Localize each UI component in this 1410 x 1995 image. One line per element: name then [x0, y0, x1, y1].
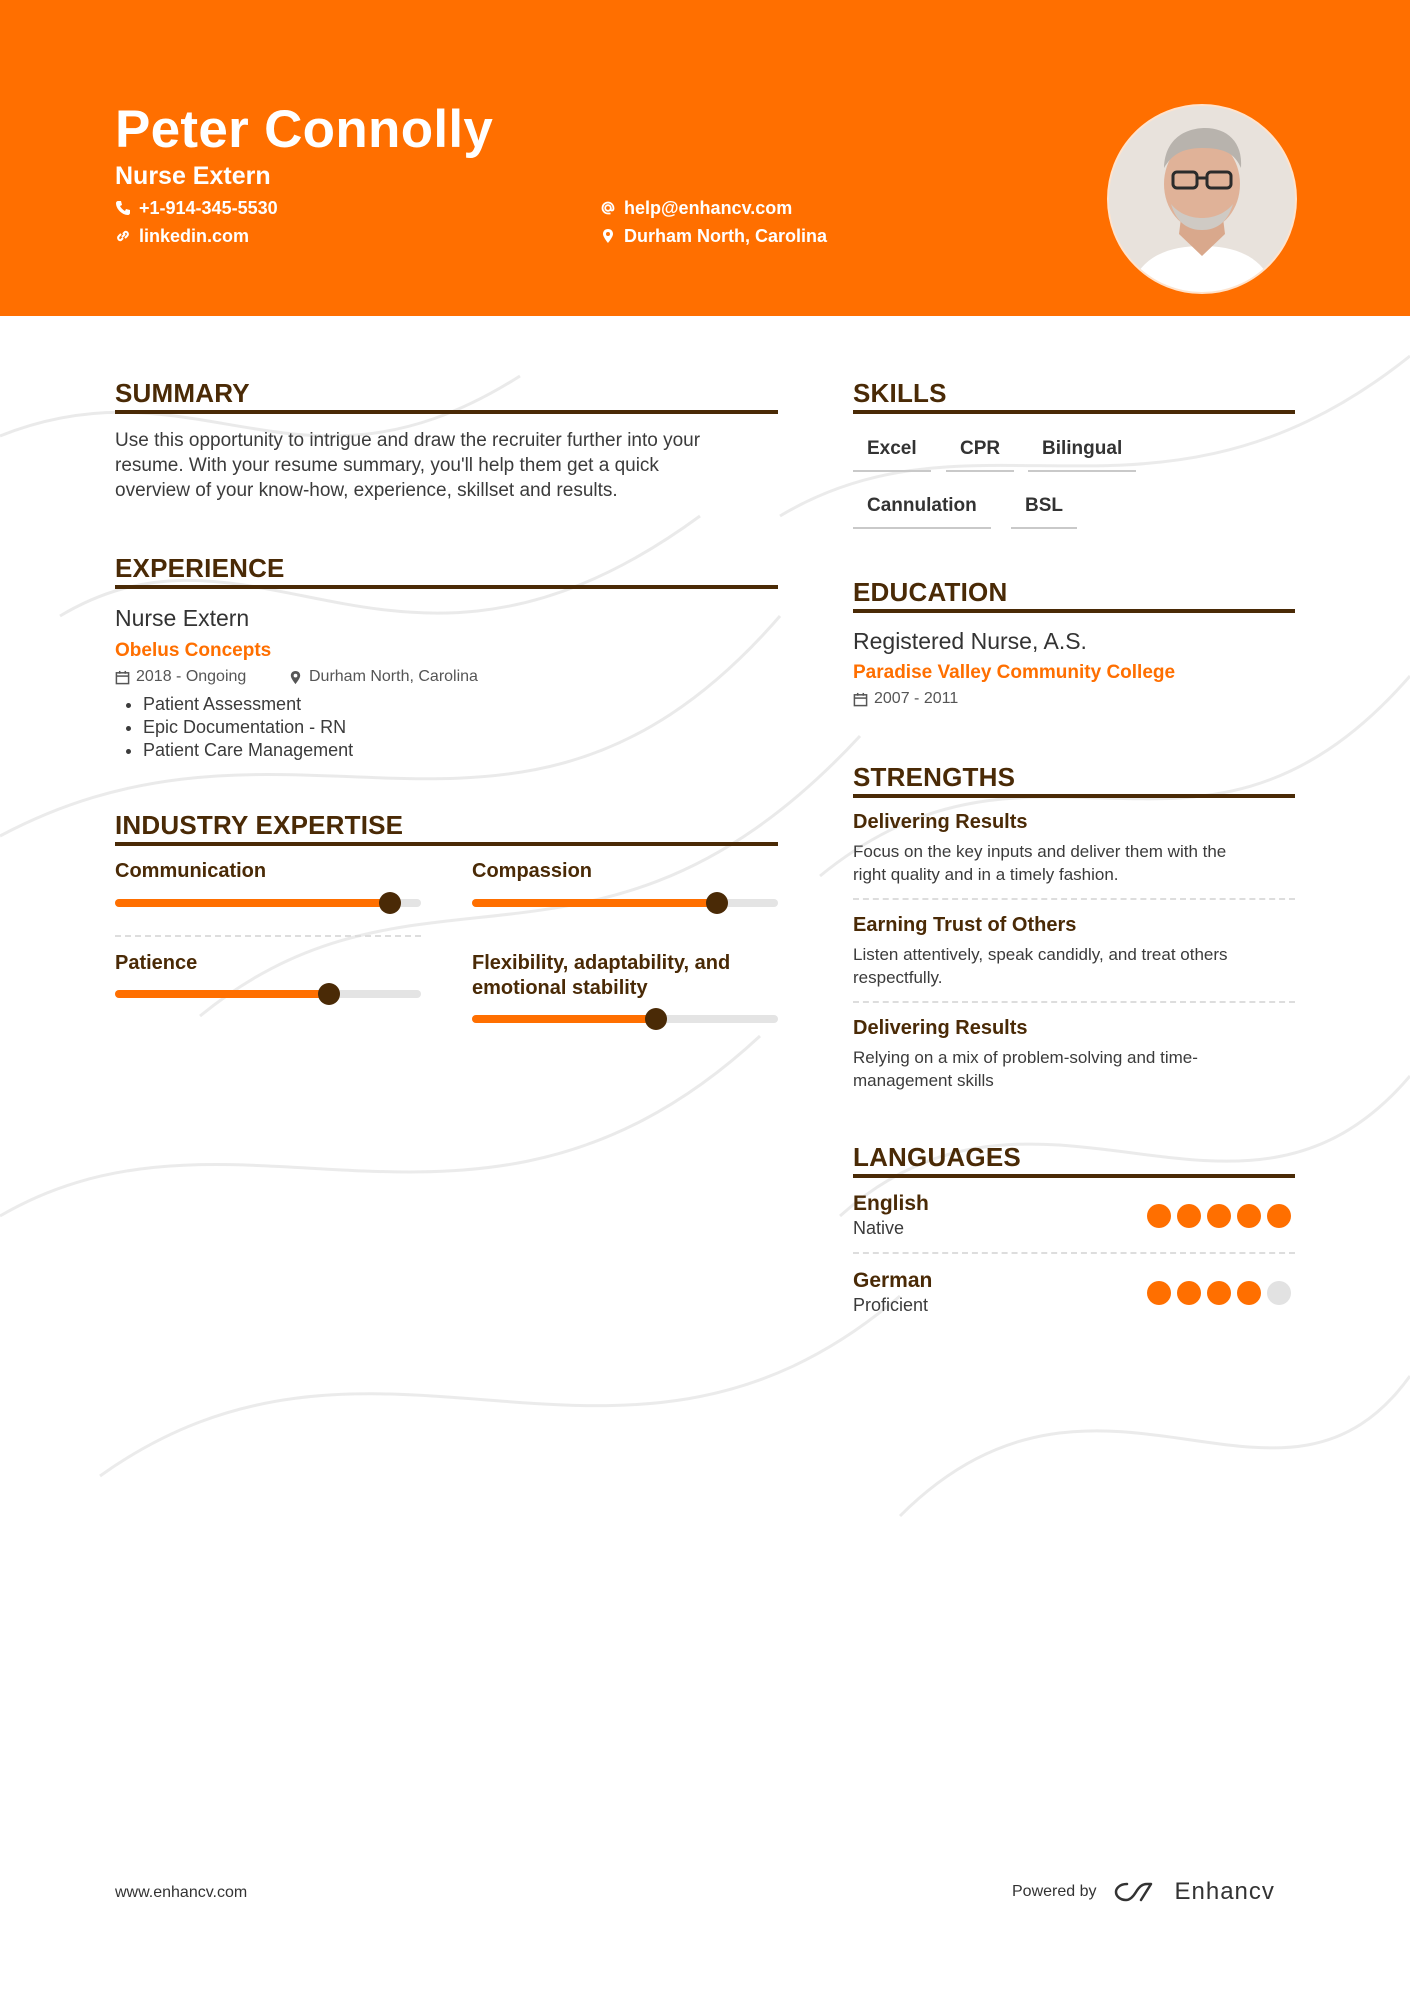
expertise-label: Communication [115, 860, 267, 882]
expertise-bar [472, 1015, 778, 1023]
job-title: Nurse Extern [115, 605, 250, 631]
skills-heading: SKILLS [853, 378, 1295, 414]
expertise-bar [115, 990, 421, 998]
strength-line: right quality and in a timely fashion. [853, 865, 1119, 884]
divider [853, 898, 1295, 900]
strength-description [853, 943, 1228, 989]
strength-line: Relying on a mix of problem-solving and time- [853, 1048, 1198, 1067]
expertise-bar-fill [472, 1015, 656, 1023]
strength-description [853, 840, 1226, 886]
divider [853, 1001, 1295, 1003]
calendar-icon [853, 692, 868, 707]
summary-heading: SUMMARY [115, 378, 778, 414]
location-text: Durham North, Carolina [624, 226, 828, 246]
rating-dot [1177, 1281, 1201, 1305]
rating-dot [1237, 1281, 1261, 1305]
experience-heading: EXPERIENCE [115, 553, 778, 589]
candidate-role: Nurse Extern [115, 162, 271, 190]
strength-line: Listen attentively, speak candidly, and treat others [853, 945, 1228, 964]
summary-line: Use this opportunity to intrigue and draw the recruiter further into your [115, 430, 701, 451]
language-name: German [853, 1269, 933, 1292]
rating-dot [1177, 1204, 1201, 1228]
location-pin-icon [288, 670, 303, 685]
rating-dot [1207, 1281, 1231, 1305]
expertise-bar-fill [472, 899, 717, 907]
expertise-bar-knob [706, 892, 728, 914]
divider [115, 935, 421, 937]
candidate-name: Peter Connolly [115, 100, 494, 159]
expertise-label-line: emotional stability [472, 977, 648, 999]
summary-text [115, 428, 795, 503]
job-bullet: • Patient Assessment [143, 693, 353, 716]
expertise-bar [115, 899, 421, 907]
job-bullet: • Patient Care Management [143, 739, 353, 762]
education-dates [853, 690, 958, 708]
school-name: Paradise Valley Community College [853, 662, 1176, 683]
skill-tag: Bilingual [1028, 438, 1136, 472]
expertise-heading: INDUSTRY EXPERTISE [115, 810, 778, 846]
expertise-label [472, 951, 792, 1001]
skill-tag: Cannulation [853, 495, 991, 529]
divider [853, 1252, 1295, 1254]
job-location [288, 668, 478, 686]
strength-line: Focus on the key inputs and deliver them with the [853, 842, 1227, 861]
rating-dot [1147, 1281, 1171, 1305]
skill-tag: CPR [946, 438, 1014, 472]
language-rating [1147, 1281, 1291, 1305]
strength-description [853, 1046, 1198, 1092]
brand-name: Enhancv [1174, 1878, 1275, 1905]
language-level: Native [853, 1218, 905, 1238]
rating-dot [1237, 1204, 1261, 1228]
linkedin-url: linkedin.com [139, 226, 250, 246]
expertise-bar-fill [115, 990, 329, 998]
strengths-heading: STRENGTHS [853, 762, 1295, 798]
phone-number: +1-914-345-5530 [139, 198, 278, 218]
language-name: English [853, 1192, 929, 1215]
skill-tag: Excel [853, 438, 931, 472]
enhancv-logo-icon [1113, 1880, 1159, 1904]
strength-line: respectfully. [853, 968, 943, 987]
rating-dot [1147, 1204, 1171, 1228]
skill-tag: BSL [1011, 495, 1077, 529]
rating-dot [1267, 1281, 1291, 1305]
job-dates-text: 2018 - Ongoing [136, 668, 247, 685]
summary-line: resume. With your resume summary, you'll help them get a quick [115, 455, 659, 476]
strength-line: management skills [853, 1071, 994, 1090]
expertise-bar-fill [115, 899, 390, 907]
strength-title: Delivering Results [853, 811, 1028, 833]
job-dates [115, 668, 246, 686]
expertise-label: Compassion [472, 860, 593, 882]
expertise-bar [472, 899, 778, 907]
expertise-bar-knob [645, 1008, 667, 1030]
language-rating [1147, 1204, 1291, 1228]
company-name: Obelus Concepts [115, 640, 272, 661]
footer-brand [1012, 1878, 1275, 1906]
expertise-label: Patience [115, 952, 198, 974]
expertise-label-line: Flexibility, adaptability, and [472, 952, 731, 974]
job-bullets [115, 693, 353, 762]
email-address: help@enhancv.com [624, 198, 793, 218]
language-level: Proficient [853, 1295, 929, 1315]
job-location-text: Durham North, Carolina [309, 668, 478, 685]
expertise-bar-knob [318, 983, 340, 1005]
powered-by-text: Powered by [1012, 1883, 1097, 1900]
summary-line: overview of your know-how, experience, skillset and results. [115, 480, 618, 501]
education-dates-text: 2007 - 2011 [874, 690, 959, 707]
rating-dot [1207, 1204, 1231, 1228]
strength-title: Delivering Results [853, 1017, 1028, 1039]
languages-heading: LANGUAGES [853, 1142, 1295, 1178]
degree: Registered Nurse, A.S. [853, 628, 1087, 654]
strength-title: Earning Trust of Others [853, 914, 1077, 936]
footer-website[interactable]: www.enhancv.com [115, 1884, 248, 1901]
education-heading: EDUCATION [853, 577, 1295, 613]
rating-dot [1267, 1204, 1291, 1228]
job-bullet: • Epic Documentation - RN [143, 716, 353, 739]
calendar-icon [115, 670, 130, 685]
expertise-bar-knob [379, 892, 401, 914]
